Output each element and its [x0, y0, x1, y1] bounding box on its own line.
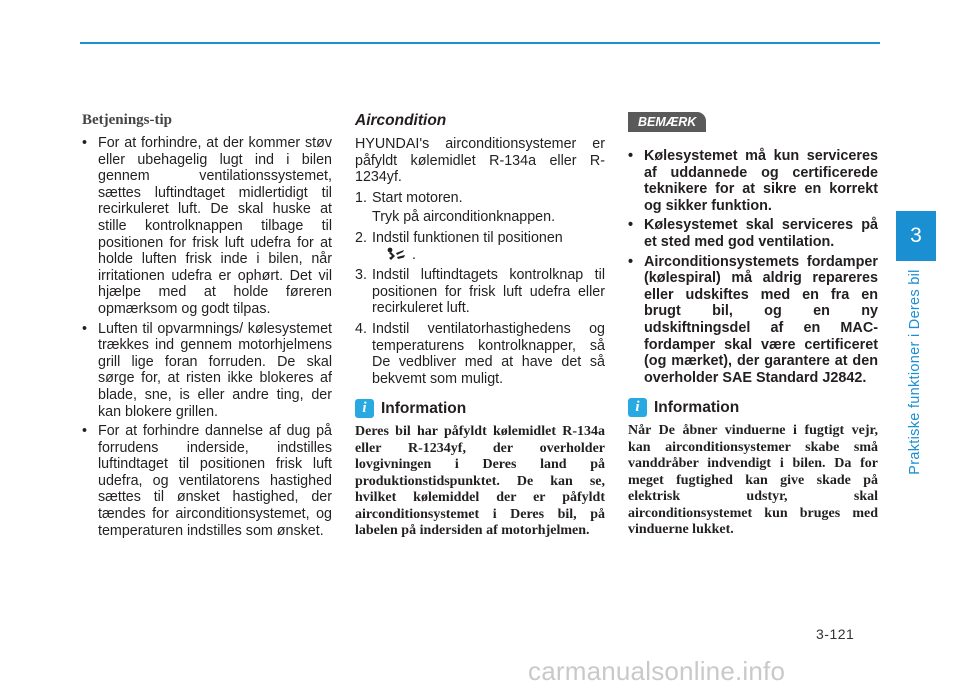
- info-icon: i: [355, 399, 374, 418]
- info-title: Information: [654, 398, 740, 416]
- list-item: • Kølesystemet skal serviceres på et sted med god ventilation.: [628, 217, 878, 250]
- chapter-title: Praktiske funktioner i Deres bil: [907, 269, 923, 475]
- step-suffix: .: [411, 246, 416, 263]
- column-aircondition: [355, 112, 605, 540]
- info-header: [628, 398, 878, 417]
- refrigerant-info-box: [355, 399, 605, 540]
- watermark: carmanualsonline.info: [528, 656, 786, 686]
- fan-mode-icon: [386, 247, 408, 261]
- list-item: • For at forhindre dannelse af dug på forrudens inderside, indstilles luftindtaget til positionen frisk luft udefra, og ventilatorens hastighed sættes til ønsket hastighed, der tændes for airconditionsystemet, og temperaturen indstilles som ønsket.: [82, 423, 332, 539]
- list-item: [355, 230, 605, 263]
- step-text: Indstil luftindtagets kontrolknap til positionen for frisk luft udefra eller recirkuleret luft.: [372, 267, 605, 317]
- list-item: • For at forhindre, at der kommer støv eller ubehagelig lugt ind i bilen gennem ventilationssystemet, sættes luftindtaget midlertidigt til recirkuleret luft. De skal huske at stille kontrolknappen tilbage til positionen for frisk luft udefra for at holde luften frisk inde i bilen, når irritationen udefra er ophørt. Det vil hjælpe med at holde føreren opmærksom og godt tilpas.: [82, 135, 332, 318]
- info-header: [355, 399, 605, 418]
- step-number: 4.: [355, 320, 367, 337]
- step-text: Indstil funktionen til positionen: [372, 229, 563, 246]
- notice-list: [628, 148, 878, 386]
- page-number: 3-121: [816, 626, 855, 642]
- list-item: • Luften til opvarmnings/ kølesystemet trækkes ind gennem motorhjelmens grill lige foran forruden. De skal sørge for, at risten ikke blokeres af blade, sne, is eller andre ting, der kan blokere grillen.: [82, 321, 332, 421]
- list-item: [355, 190, 605, 226]
- aircondition-steps: [355, 190, 605, 388]
- info-title: Information: [381, 399, 467, 417]
- operating-tips-heading: Betjenings-tip: [82, 112, 172, 128]
- step-number: 1.: [355, 189, 367, 206]
- notice-badge: BEMÆRK: [628, 112, 706, 132]
- step-subtext: Tryk på airconditionknappen.: [372, 209, 556, 226]
- aircondition-intro: HYUNDAI's airconditionsystemer er påfyldt kølemidlet R-134a eller R-1234yf.: [355, 136, 605, 186]
- chapter-number-tab: 3: [896, 211, 936, 261]
- info-icon: i: [628, 398, 647, 417]
- step-text: Indstil ventilatorhastighedens og temperaturens kontrolknapper, så De vedbliver med at have det så bekvemt som muligt.: [372, 320, 605, 387]
- list-item: [355, 267, 605, 317]
- column-operating-tips: [82, 112, 332, 542]
- list-item: [355, 321, 605, 387]
- list-item: • Airconditionsystemets fordamper (kølespiral) må aldrig repareres eller udskiftes med en fra en brugt bil, og en ny udskiftningsdel af en MAC-fordamper skal være certificeret (og mærket), der garantere at den overholder SAE Standard J2842.: [628, 254, 878, 387]
- list-item: • Kølesystemet må kun serviceres af uddannede og certificerede teknikere for at sikre en korrekt og sikker funktion.: [628, 148, 878, 214]
- header-rule: [80, 42, 880, 44]
- humidity-info-box: [628, 398, 878, 539]
- step-number: 2.: [355, 229, 367, 246]
- info-text: Deres bil har påfyldt kølemidlet R-134a eller R-1234yf, der overholder lovgivningen i Deres land på produktionstidspunktet. De kan se, hvilket kølemiddel der er påfyldt airconditionsystemet i Deres bil, på labelen på indersiden af motorhjelmen.: [355, 424, 605, 539]
- step-number: 3.: [355, 267, 367, 284]
- step-text: Start motoren.: [372, 189, 463, 206]
- column-notice: [628, 112, 878, 539]
- info-text: Når De åbner vinduerne i fugtigt vejr, kan airconditionsystemer skabe små vanddråber indvendigt i bilen. Da for meget fugtighed kan give skade på elektrisk udstyr, skal airconditionsystemet kun bruges med vinduerne lukket.: [628, 423, 878, 538]
- operating-tips-list: [82, 135, 332, 539]
- aircondition-heading: Aircondition: [355, 112, 447, 129]
